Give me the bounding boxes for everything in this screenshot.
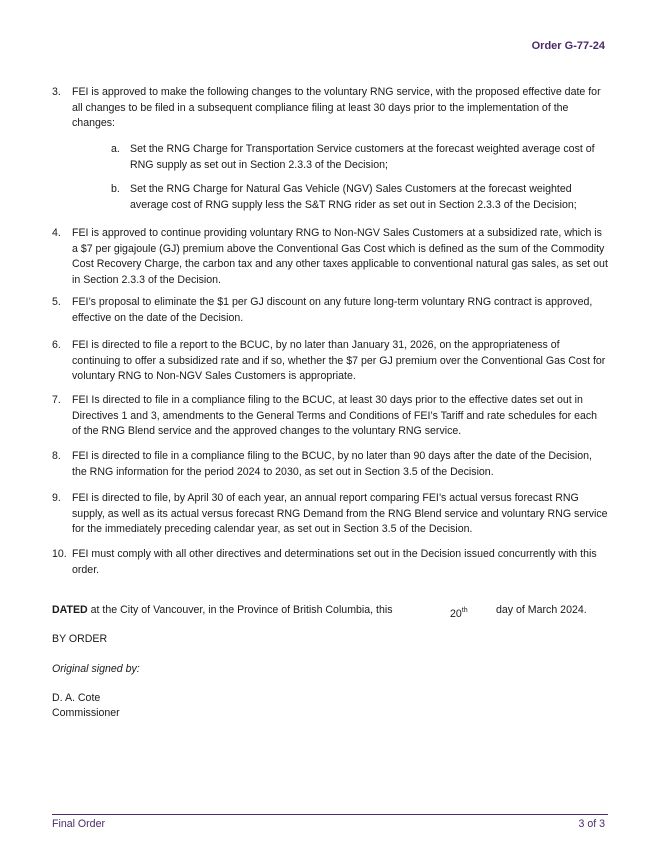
- directive-number: 9.: [52, 492, 61, 504]
- sub-directive-letter: b.: [111, 183, 120, 195]
- directive-text: FEI is approved to make the following changes to the voluntary RNG service, with the proposed effective date for all changes to be filed in a subsequent compliance filing at least 30 days prior to the implementation of the changes:: [72, 86, 601, 129]
- directive-3a: [111, 142, 607, 173]
- signatory-name: D. A. Cote: [52, 692, 101, 704]
- directive-number: 4.: [52, 227, 61, 239]
- directive-4: [52, 226, 608, 288]
- by-order: BY ORDER: [52, 633, 108, 645]
- directive-number: 6.: [52, 339, 61, 351]
- directive-text: FEI is directed to file a report to the BCUC, by no later than January 31, 2026, on the appropriateness of continuing to offer a subsidized rate and if so, whether the $7 per GJ premium over the Conventional Gas Cost for voluntary RNG to Non-NGV Sales Customers is appropriate.: [72, 339, 606, 382]
- directive-number: 3.: [52, 86, 61, 98]
- directive-text: FEI must comply with all other directives and determinations set out in the Decision issued concurrently with this order.: [72, 548, 597, 576]
- directive-number: 10.: [52, 548, 67, 560]
- page-number: 3 of 3: [578, 818, 605, 830]
- original-signed-label: Original signed by:: [52, 663, 140, 675]
- dated-line: [52, 603, 608, 619]
- directive-text: FEI’s proposal to eliminate the $1 per GJ discount on any future long-term voluntary RNG contract is approved, effective on the date of the Decision.: [72, 296, 593, 324]
- sub-directive-text: Set the RNG Charge for Transportation Service customers at the forecast weighted average cost of RNG supply as set out in Section 2.3.3 of the Decision;: [130, 143, 595, 171]
- directive-text: FEI is approved to continue providing voluntary RNG to Non-NGV Sales Customers at a subsidized rate, which is a $7 per gigajoule (GJ) premium above the Conventional Gas Cost which is defined as the sum of the Commodity Cost Recovery Charge, the carbon tax and any other taxes applicable to conventional natural gas sales, as set out in Section 2.3.3 of the Decision.: [72, 227, 608, 286]
- directive-7: [52, 393, 608, 440]
- footer-divider: [52, 814, 608, 815]
- directive-3: [52, 85, 608, 132]
- directive-number: 5.: [52, 296, 61, 308]
- directive-number: 7.: [52, 394, 61, 406]
- directive-9: [52, 491, 608, 538]
- directive-text: FEI is directed to file in a compliance filing to the BCUC, by no later than 90 days after the date of the Decision, the RNG information for the period 2024 to 2030, as set out in Section 3.5 of the Decision.: [72, 450, 592, 478]
- directive-text: FEI Is directed to file in a compliance filing to the BCUC, at least 30 days prior to the effective dates set out in Directives 1 and 3, amendments to the General Terms and Conditions of FEI’s Tariff and rate schedules for each of the RNG Blend service and the approved changes to the voluntary RNG service.: [72, 394, 598, 437]
- dated-text: at the City of Vancouver, in the Province of British Columbia, this: [90, 604, 393, 616]
- footer-left: Final Order: [52, 818, 105, 830]
- dated-label: DATED: [52, 604, 88, 616]
- directive-5: [52, 295, 608, 326]
- order-number: Order G-77-24: [531, 40, 605, 52]
- directive-8: [52, 449, 608, 480]
- sub-directive-letter: a.: [111, 143, 120, 155]
- directive-number: 8.: [52, 450, 61, 462]
- dated-month: day of March 2024.: [496, 604, 587, 616]
- directive-3b: [111, 182, 607, 213]
- signatory-title: Commissioner: [52, 707, 120, 719]
- dated-day: 20th: [450, 607, 468, 620]
- sub-directive-text: Set the RNG Charge for Natural Gas Vehicle (NGV) Sales Customers at the forecast weighted average cost of RNG supply less the S&T RNG rider as set out in Section 2.3.3 of the Decision;: [130, 183, 577, 211]
- directive-text: FEI is directed to file, by April 30 of each year, an annual report comparing FEI’s actual versus forecast RNG supply, as well as its actual versus forecast RNG Demand from the RNG Blend service and voluntary RNG service for the immediately preceding calendar year, as set out in Section 3.5 of the Decision.: [72, 492, 608, 535]
- directive-6: [52, 338, 608, 385]
- directive-10: [52, 547, 608, 578]
